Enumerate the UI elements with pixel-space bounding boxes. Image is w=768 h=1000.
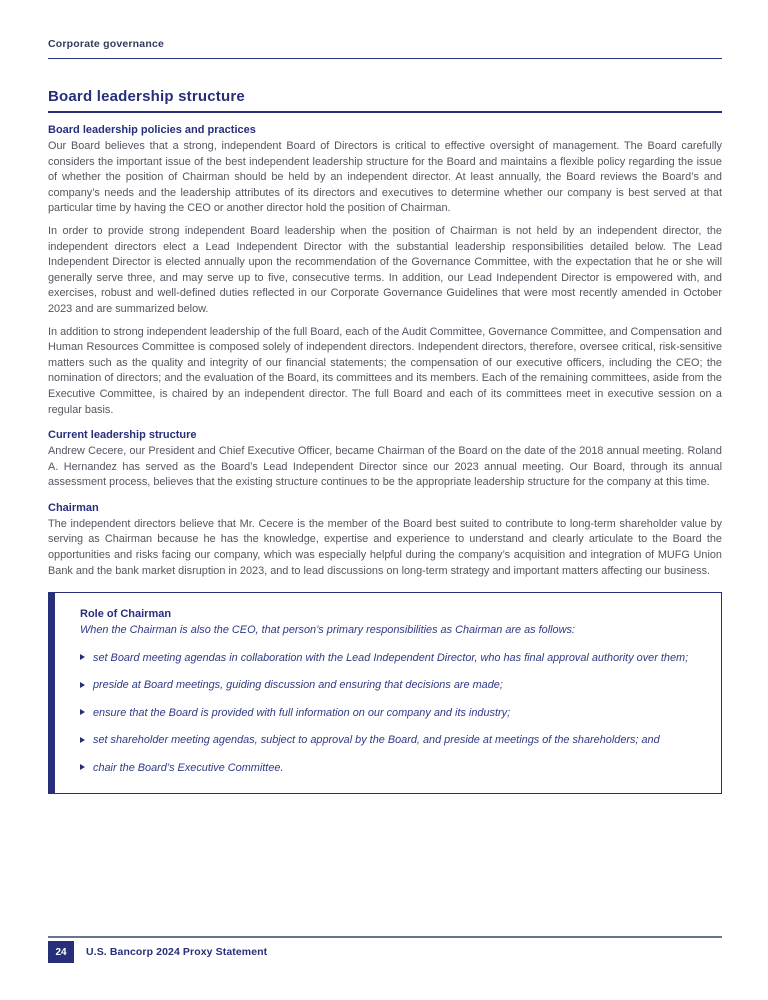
eyebrow-rule: [48, 58, 722, 59]
triangle-bullet-icon: [80, 764, 85, 770]
paragraph-chairman: The independent directors believe that Mr. Cecere is the member of the Board best suited to contribute to long-term shareholder value by serving as Chairman because he has the knowledge, expertise and experience to understand and clearly articulate to the Board the opportunities and risks facing our company, which was especially helpful during the company’s acquisition and integration of MUFG Union Bank and the bank market disruption in 2023, and to lead discussions on long-term strategy and important matters affecting our business.: [48, 517, 722, 577]
bullet-text: chair the Board’s Executive Committee.: [93, 761, 284, 774]
page-number-badge: 24: [48, 941, 74, 963]
heading-current-structure: Current leadership structure: [48, 429, 197, 442]
bullet-item: [80, 678, 697, 693]
bullet-text: ensure that the Board is provided with full information on our company and its industry;: [93, 706, 511, 719]
title-rule: [48, 111, 722, 113]
page-footer: [48, 936, 722, 963]
heading-policies: Board leadership policies and practices: [48, 124, 256, 136]
triangle-bullet-icon: [80, 737, 85, 743]
bullet-item: [80, 651, 697, 666]
triangle-bullet-icon: [80, 682, 85, 688]
paragraph-policies-2: In order to provide strong independent Board leadership when the position of Chairman is not held by an independent director, the independent directors elect a Lead Independent Director with the substantial leadership responsibilities detailed below. The Lead Independent Director is elected annually upon the recommendation of the Governance Committee, with the expectation that he or she will generally serve three, and may serve up to five, consecutive terms. In addition, our Lead Independent Director is empowered with, and exercises, robust and well-defined duties reflected in our Corporate Governance Guidelines that were most recently amended in October 2023 and are summarized below.: [48, 224, 722, 315]
page-title: Board leadership structure: [48, 88, 245, 105]
page-content: [48, 0, 722, 794]
role-of-chairman-callout-box: [48, 592, 722, 794]
bullet-text: preside at Board meetings, guiding discussion and ensuring that decisions are made;: [93, 679, 503, 692]
callout-heading: Role of Chairman: [80, 608, 172, 621]
callout-intro: When the Chairman is also the CEO, that person’s primary responsibilities as Chairman are as follows:: [80, 624, 575, 637]
bullet-text: set Board meeting agendas in collaboration with the Lead Independent Director, who has final approval authority over them;: [93, 651, 689, 664]
paragraph-policies-3: In addition to strong independent leadership of the full Board, each of the Audit Committee, Governance Committee, and Compensation and Human Resources Committee is composed solely of independent directors. Independent directors, therefore, oversee critical, risk-sensitive matters such as the quality and integrity of our financial statements; the compensation of our executive officers, including the CEO; the nomination of directors; and the evaluation of the Board, its committees and its members. Each of the remaining committees, aside from the Executive Committee, is chaired by an independent director. The full Board and each of its committees meet in executive session on a regular basis.: [48, 325, 722, 416]
footer-document-title: U.S. Bancorp 2024 Proxy Statement: [86, 946, 268, 958]
paragraph-policies-1: Our Board believes that a strong, independent Board of Directors is critical to effective oversight of management. The Board carefully considers the important issue of the best independent leadership structure for the Board and maintains a flexible policy regarding the issue of whether the position of Chairman should be held by an independent director. At least annually, the Board reviews the Board’s and company’s needs and the leadership attributes of its directors and executives to determine whether our company is best served at that particular time by having the CEO or another director hold the position of Chairman.: [48, 140, 722, 215]
heading-chairman: Chairman: [48, 501, 99, 514]
bullet-item: [80, 706, 697, 721]
section-eyebrow: Corporate governance: [48, 38, 165, 50]
bullet-item: [80, 733, 697, 748]
footer-row: [48, 941, 722, 963]
triangle-bullet-icon: [80, 709, 85, 715]
bullet-text: set shareholder meeting agendas, subject to approval by the Board, and preside at meetings of the shareholders; and: [93, 734, 660, 747]
bullet-item: [80, 761, 697, 776]
paragraph-current-structure: Andrew Cecere, our President and Chief Executive Officer, became Chairman of the Board on the date of the 2018 annual meeting. Roland A. Hernandez has served as the Board’s Lead Independent Director since our 2023 annual meeting. Our Board, through its annual assessment process, believes that the existing structure continues to be the appropriate leadership structure for the company at this time.: [48, 445, 722, 489]
triangle-bullet-icon: [80, 654, 85, 660]
